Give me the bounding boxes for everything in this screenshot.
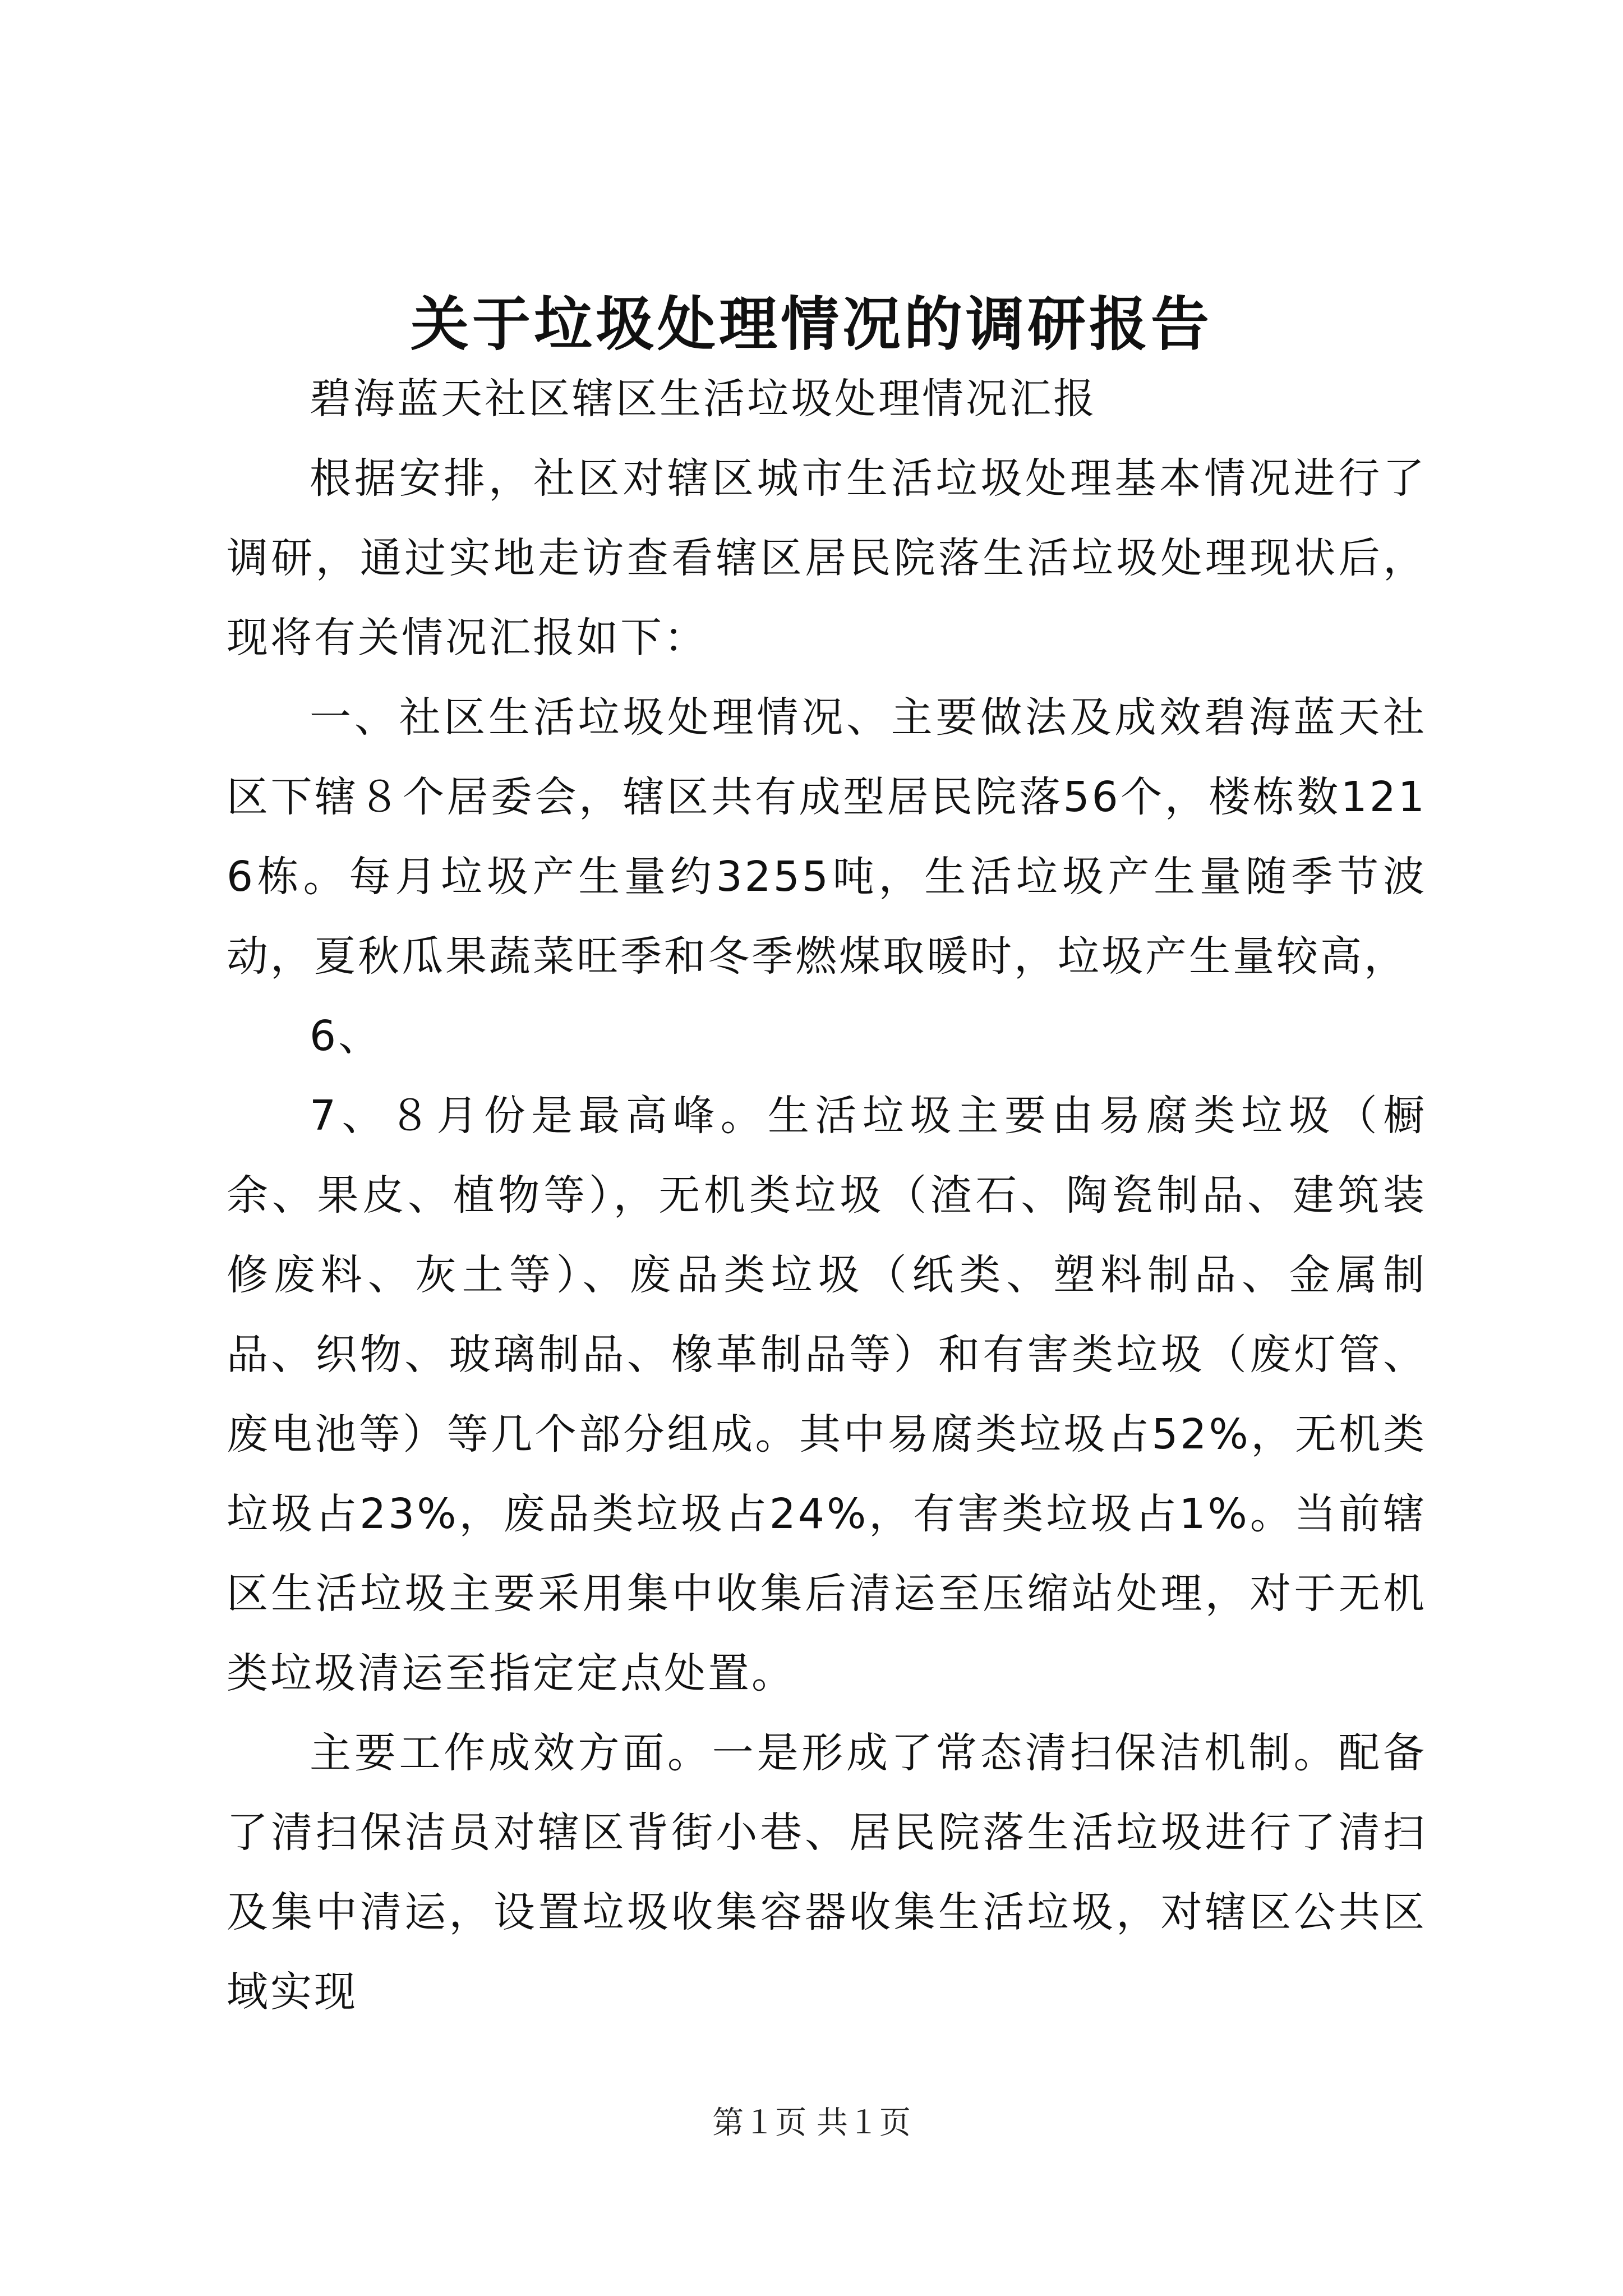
paragraph-achievements: 主要工作成效方面。一是形成了常态清扫保洁机制。配备了清扫保洁员对辖区背街小巷、居民院落生活垃圾进行了清扫及集中清运，设置垃圾收集容器收集生活垃圾，对辖区公共区域实现 xyxy=(227,1729,1427,2016)
paragraph-subtitle: 碧海蓝天社区辖区生活垃圾处理情况汇报 xyxy=(310,375,1097,423)
paragraph-intro: 根据安排，社区对辖区城市生活垃圾处理基本情况进行了调研，通过实地走访查看辖区居民院落生活垃圾处理现状后，现将有关情况汇报如下： xyxy=(227,454,1427,662)
page-footer: 第１页 共１页 xyxy=(712,2105,911,2141)
paragraph-section-one: 一、社区生活垃圾处理情况、主要做法及成效碧海蓝天社区下辖８个居委会，辖区共有成型居民院落56个，楼栋数1216栋。每月垃圾产生量约3255吨，生活垃圾产生量随季节波动，夏秋瓜果蔬菜旺季和冬季燃煤取暖时，垃圾产生量较高， xyxy=(227,693,1427,981)
paragraph-item-7: 7、８月份是最高峰。生活垃圾主要由易腐类垃圾（橱余、果皮、植物等），无机类垃圾（渣石、陶瓷制品、建筑装修废料、灰土等）、废品类垃圾（纸类、塑料制品、金属制品、织物、玻璃制品、橡革制品等）和有害类垃圾（废灯管、废电池等）等几个部分组成。其中易腐类垃圾占52%，无机类垃圾占23%，废品类垃圾占24%，有害类垃圾占1%。当前辖区生活垃圾主要采用集中收集后清运至压缩站处理，对于无机类垃圾清运至指定定点处置。 xyxy=(227,1092,1427,1697)
paragraph-item-6: 6、 xyxy=(310,1012,382,1060)
document-body xyxy=(227,359,1427,2032)
document-title: 关于垃圾处理情况的调研报告 xyxy=(410,289,1212,358)
